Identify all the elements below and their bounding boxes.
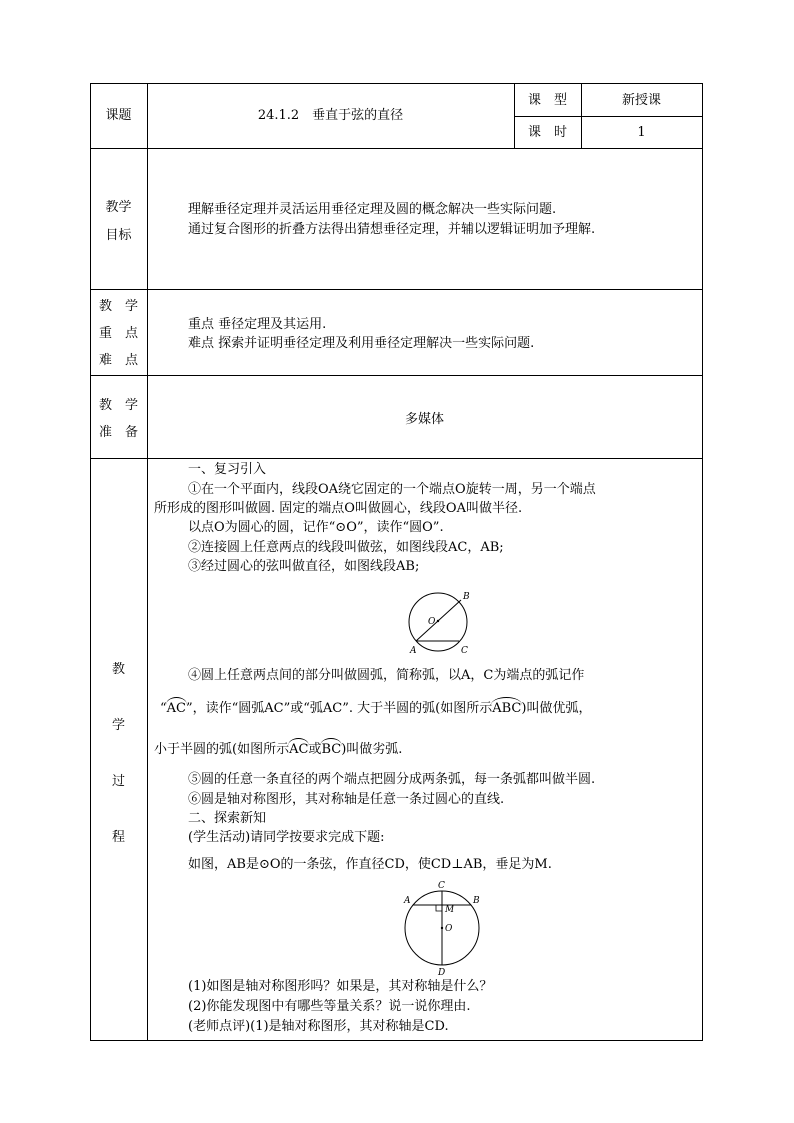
p4-text-end: )叫做优弧，: [521, 701, 592, 716]
lesson-type-value: 新授课: [621, 93, 661, 108]
p4-text-mid: ”，读作“圆弧AC”或“弧AC”. 大于半圆的弧(如图所示: [186, 701, 493, 716]
fig2-label-m: M: [445, 905, 455, 915]
review-p4-line-3: [154, 742, 402, 758]
keypoints-label-line-2: 重 点: [98, 326, 138, 341]
prep-label-line-2: 准 备: [98, 425, 138, 440]
review-p1-line-3: 以点O为圆心的圆，记作“⊙O”，读作“圆O”.: [188, 520, 444, 535]
keypoint-difficulty: 难点 探索并证明垂径定理及利用垂径定理解决一些实际问题.: [188, 336, 535, 351]
section-review-heading: 一、复习引入: [188, 462, 267, 477]
table-divider-header: [90, 148, 703, 149]
keypoint-focus: 重点 垂径定理及其运用.: [188, 317, 327, 332]
fig2-right-angle-mark: [436, 905, 442, 911]
student-activity: (学生活动)请同学按要求完成下题:: [188, 830, 385, 845]
p4-minor-or: 或: [308, 742, 322, 757]
table-border-bottom: [90, 1040, 703, 1041]
table-border-top: [90, 83, 703, 84]
teacher-comment: (老师点评)(1)是轴对称图形，其对称轴是CD.: [188, 1019, 449, 1034]
review-p2: ②连接圆上任意两点的线段叫做弦，如图线段AC，AB;: [188, 540, 504, 555]
topic-title: 24.1.2 垂直于弦的直径: [257, 108, 404, 123]
fig1-label-b: B: [463, 592, 470, 602]
fig2-label-b: B: [473, 896, 480, 906]
fig1-center-dot: [437, 620, 439, 622]
circle-figure-1: [400, 588, 480, 658]
table-divider-type: [514, 116, 703, 117]
goal-line-2: 通过复合图形的折叠方法得出猜想垂径定理，并辅以逻辑证明加予理解.: [188, 222, 596, 237]
lesson-hours-value: 1: [637, 125, 646, 140]
review-p6: ⑥圆是轴对称图形，其对称轴是任意一条过圆心的直线.: [188, 792, 505, 807]
lesson-hours-label: 课 时: [527, 125, 567, 140]
topic-label: 课题: [105, 108, 132, 123]
review-p1-line-2: 所形成的图形叫做圆. 固定的端点O叫做圆心，线段OA叫做半径.: [154, 501, 523, 516]
process-label-char-4: 程: [111, 830, 125, 845]
fig2-center-dot: [441, 927, 443, 929]
keypoints-label-line-1: 教 学: [98, 299, 138, 314]
review-p4-line-2: [160, 701, 591, 717]
table-divider-keypoints: [90, 375, 703, 376]
fig1-label-o: O: [428, 617, 436, 627]
activity-question: 如图，AB是⊙O的一条弦，作直径CD，使CD⊥AB，垂足为M.: [188, 857, 552, 872]
table-divider-prep: [90, 458, 703, 459]
process-label-char-2: 学: [111, 718, 125, 733]
table-divider-goals: [90, 289, 703, 290]
arc-notation-ac: AC: [166, 701, 186, 716]
lesson-type-label: 课 型: [527, 93, 567, 108]
process-label-char-1: 教: [111, 662, 125, 677]
fig2-label-a: A: [404, 896, 411, 906]
table-label-column-divider: [147, 83, 148, 1041]
arc-notation-abc: ABC: [492, 701, 522, 716]
question-2: (2)你能发现图中有哪些等量关系？说一说你理由.: [188, 999, 471, 1014]
fig1-label-c: C: [461, 646, 468, 656]
p4-quote-open: “: [160, 701, 167, 716]
fig2-label-d: D: [438, 968, 446, 976]
review-p5: ⑤圆的任意一条直径的两个端点把圆分成两条弧，每一条弧都叫做半圆.: [188, 772, 596, 787]
arc-notation-bc: BC: [321, 742, 342, 757]
question-1: (1)如图是轴对称图形吗？如果是，其对称轴是什么？: [188, 979, 493, 994]
table-border-right: [702, 83, 703, 1041]
review-p3: ③经过圆心的弦叫做直径，如图线段AB;: [188, 559, 420, 574]
circle-figure-2: [398, 878, 488, 976]
fig2-label-o: O: [445, 924, 453, 934]
keypoints-label-line-3: 难 点: [98, 353, 138, 368]
goals-label-line-1: 教学: [105, 200, 132, 215]
arc-notation-ac-minor: AC: [289, 742, 309, 757]
review-p1-line-1: ①在一个平面内，线段OA绕它固定的一个端点O旋转一周，另一个端点: [188, 482, 596, 497]
fig1-label-a: A: [410, 646, 417, 656]
p4-minor-text-start: 小于半圆的弧(如图所示: [154, 742, 290, 757]
review-p4-line-1: ④圆上任意两点间的部分叫做圆弧，简称弧，以A，C为端点的弧记作: [188, 668, 585, 683]
section-explore-heading: 二、探索新知: [188, 811, 267, 826]
prep-value: 多媒体: [404, 412, 444, 427]
fig2-label-c: C: [438, 881, 445, 891]
prep-label-line-1: 教 学: [98, 398, 138, 413]
goal-line-1: 理解垂径定理并灵活运用垂径定理及圆的概念解决一些实际问题.: [188, 202, 557, 217]
p4-minor-text-end: )叫做劣弧.: [341, 742, 403, 757]
goals-label-line-2: 目标: [105, 228, 132, 243]
table-border-left: [90, 83, 91, 1041]
process-label-char-3: 过: [111, 774, 125, 789]
